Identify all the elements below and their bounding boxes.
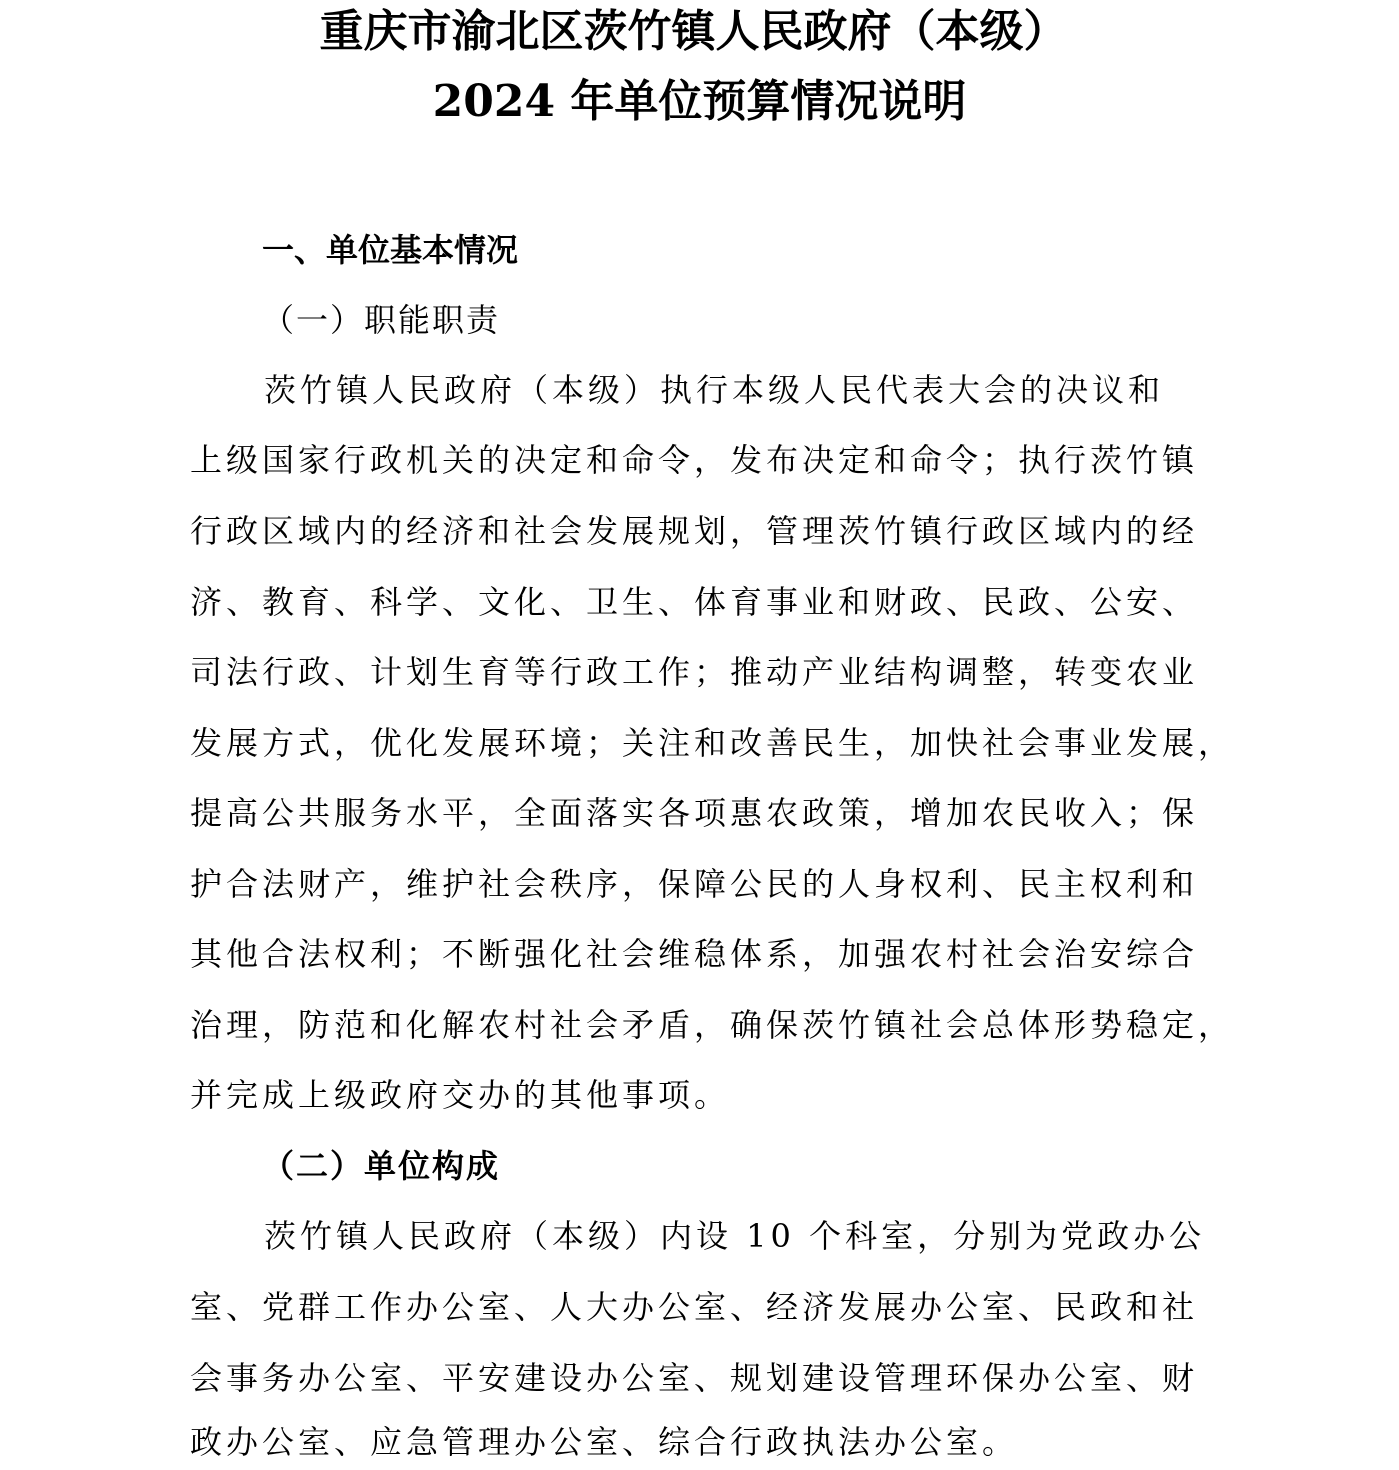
paragraph-2-line-4: 政办公室、应急管理办公室、综合行政执法办公室。 <box>190 1423 1019 1461</box>
paragraph-1-line-4: 济、教育、科学、文化、卫生、体育事业和财政、民政、公安、 <box>190 583 1199 621</box>
subsection-2-heading: （二）单位构成 <box>262 1147 501 1185</box>
paragraph-2-line-3: 会事务办公室、平安建设办公室、规划建设管理环保办公室、财 <box>190 1359 1199 1397</box>
paragraph-1-line-11: 并完成上级政府交办的其他事项。 <box>190 1076 731 1114</box>
paragraph-2-line-1: 茨竹镇人民政府（本级）内设 10 个科室，分别为党政办公 <box>264 1217 1206 1255</box>
paragraph-1-line-1: 茨竹镇人民政府（本级）执行本级人民代表大会的决议和 <box>264 371 1165 409</box>
paragraph-1-line-2: 上级国家行政机关的决定和命令，发布决定和命令；执行茨竹镇 <box>190 441 1199 479</box>
document-title-line-2: 2024 年单位预算情况说明 <box>432 76 967 127</box>
paragraph-1-line-8: 护合法财产，维护社会秩序，保障公民的人身权利、民主权利和 <box>190 865 1199 903</box>
paragraph-1-line-7: 提高公共服务水平，全面落实各项惠农政策，增加农民收入；保 <box>190 794 1199 832</box>
paragraph-1-line-5: 司法行政、计划生育等行政工作；推动产业结构调整，转变农业 <box>190 653 1199 691</box>
paragraph-1-line-6: 发展方式，优化发展环境；关注和改善民生，加快社会事业发展， <box>190 724 1235 762</box>
paragraph-2-line-2: 室、党群工作办公室、人大办公室、经济发展办公室、民政和社 <box>190 1288 1199 1326</box>
document-title-line-1: 重庆市渝北区茨竹镇人民政府（本级） <box>319 6 1068 57</box>
subsection-1-heading: （一）职能职责 <box>262 301 501 339</box>
paragraph-1-line-10: 治理，防范和化解农村社会矛盾，确保茨竹镇社会总体形势稳定， <box>190 1006 1235 1044</box>
paragraph-1-line-3: 行政区域内的经济和社会发展规划，管理茨竹镇行政区域内的经 <box>190 512 1199 550</box>
section-1-heading: 一、单位基本情况 <box>262 231 519 269</box>
paragraph-1-line-9: 其他合法权利；不断强化社会维稳体系，加强农村社会治安综合 <box>190 935 1199 973</box>
